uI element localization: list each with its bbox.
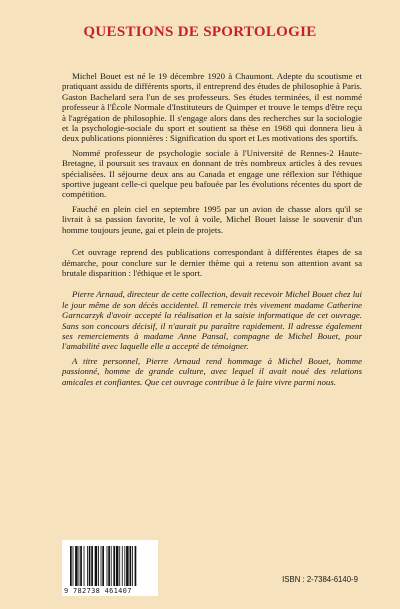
barcode-bar [130, 546, 132, 586]
barcode-bar [80, 546, 82, 586]
barcode-bar [87, 546, 88, 586]
barcode-bar [98, 546, 99, 586]
barcode-bar [107, 546, 108, 586]
barcode-bar [95, 546, 98, 586]
barcode-bar [126, 546, 129, 586]
barcode-digits: 9 782738 461407 [64, 587, 132, 595]
barcode-bar [75, 546, 78, 586]
barcode-bar [122, 546, 123, 586]
tribute-paragraph: A titre personnel, Pierre Arnaud rend hommage à Michel Bouet, homme passionné, homme de grande culture, avec lequel il avait noué des relations amicales et confiantes. Que cet ouvrage contribue à le faire vivre parmi nous. [62, 355, 362, 387]
barcode-bar [111, 546, 112, 586]
barcode-bar [84, 546, 85, 586]
summary-paragraph: Cet ouvrage reprend des publications correspondant à différentes étapes de sa démarche, pour conclure sur le dernier thème qui a retenu son attention avant sa brutale disparition : l'éthique et le sport. [62, 247, 362, 278]
barcode-bar [101, 546, 102, 586]
barcode-bar [124, 546, 125, 586]
barcode-bar [89, 546, 91, 586]
barcode-bar [73, 546, 74, 586]
biography-paragraph-2: Nommé professeur de psychologie sociale à l'Université de Rennes-2 Haute-Bretagne, il poursuit ses travaux en donnant de très nombreux articles à des revues spécialisées. Il séjourne deux ans au Canada et engage une réflexion sur l'éthique sportive jugeant celle-ci quelque peu bafouée par les évolutions récentes du sport de compétition. [62, 147, 362, 200]
book-title: QUESTIONS DE SPORTOLOGIE [83, 24, 317, 40]
back-cover-text [62, 71, 362, 391]
acknowledgement-paragraph: Pierre Arnaud, directeur de cette collection, devait recevoir Michel Bouet chez lui le jour même de son décès accidentel. Il remercie très vivement madame Catherine Garncarzyk d'avoir accepté la réalisation et la saisie informatique de cet ouvrage. Sans son concours décisif, il n'aurait pu paraître rapidement. Il adresse également ses remerciements à madame Anne Pansal, compagne de Michel Bouet, pour l'amabilité avec laquelle elle a accepté de témoigner. [62, 289, 362, 352]
barcode-bar [108, 546, 110, 586]
barcode-bar [113, 546, 115, 586]
barcode-bar [91, 546, 93, 586]
barcode-bar [70, 546, 72, 586]
barcode-bar [79, 546, 80, 586]
barcode-bar [116, 546, 119, 586]
barcode-bars [70, 546, 152, 586]
isbn-number: ISBN : 2-7384-6140-9 [282, 575, 358, 584]
biography-paragraph-1: Michel Bouet est né le 19 décembre 1920 à Chaumont. Adepte du scoutisme et pratiquant assidu de différents sports, il entreprend des études de philosophie à Paris. Gaston Bachelard sera l'un de ses professeurs. Ses études terminées, il est nommé professeur à l'École Normale d'Instituteurs de Quimper et trouve le temps d'être reçu à l'agrégation de philosophie. Il s'engage alors dans des recherches sur la sociologie et la psychologie-sociale du sport et soutient sa thèse en 1968 qui donnera lieu à deux publications pionnières : Signification du sport et Les motivations des sportifs. [62, 71, 362, 144]
barcode-bar [135, 546, 137, 586]
barcode-bar [119, 546, 120, 586]
biography-paragraph-3: Fauché en plein ciel en septembre 1995 par un avion de chasse alors qu'il se livrait à sa passion favorite, le vol à voile, Michel Bouet laisse le souvenir d'un homme toujours jeune, gai et plein de projets. [62, 203, 362, 235]
barcode-bar [102, 546, 104, 586]
barcode [62, 540, 158, 596]
barcode-bar [132, 546, 133, 586]
